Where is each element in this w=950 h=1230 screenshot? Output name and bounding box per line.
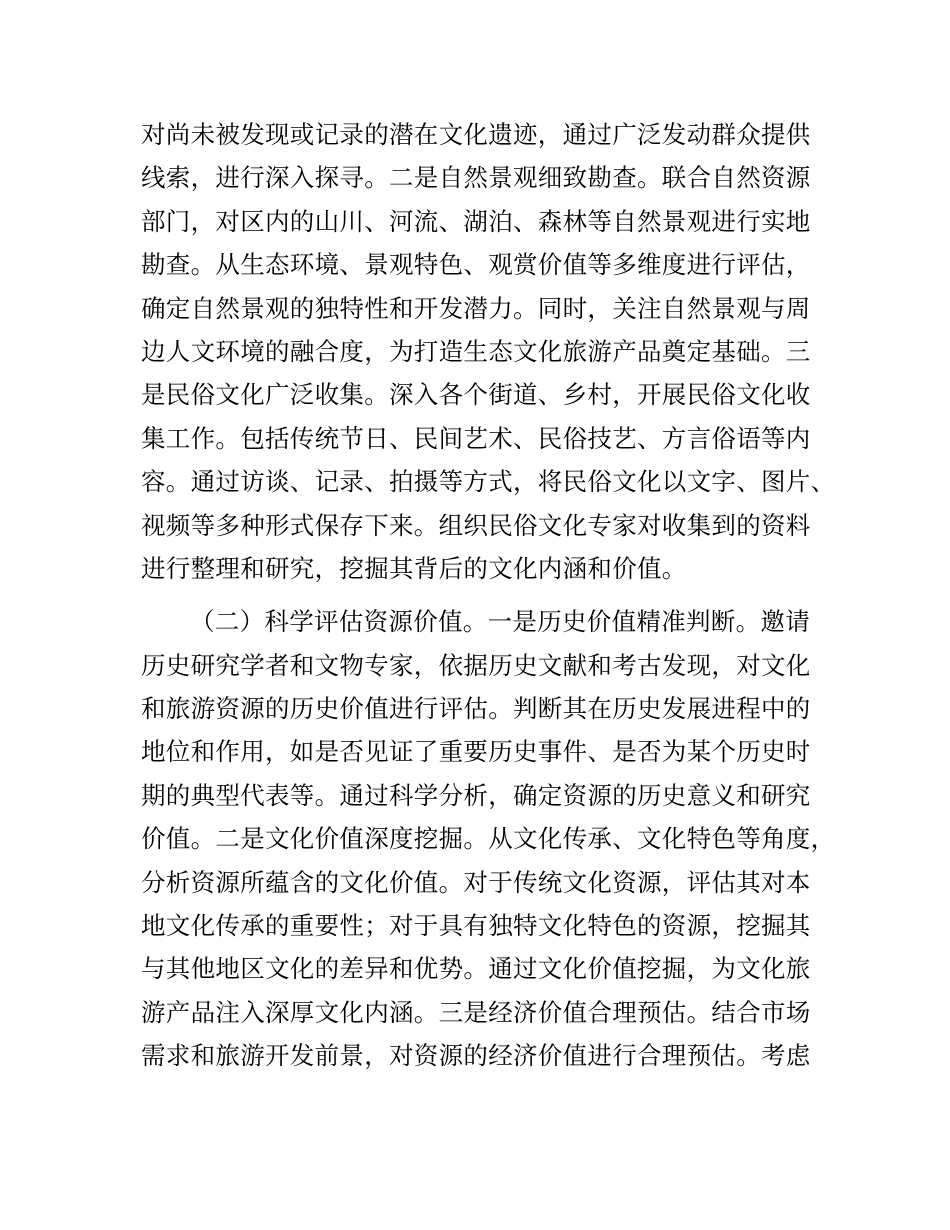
- text-line: 勘查。从生态环境、景观特色、观赏价值等多维度进行评估，: [141, 250, 811, 280]
- text-line: 边人文环境的融合度，为打造生态文化旅游产品奠定基础。三: [141, 336, 811, 366]
- text-line: 地文化传承的重要性；对于具有独特文化特色的资源，挖掘其: [141, 911, 811, 941]
- text-line: 是民俗文化广泛收集。深入各个街道、乡村，开展民俗文化收: [141, 380, 811, 410]
- body-text: [141, 113, 841, 1078]
- text-line: 历史研究学者和文物专家，依据历史文献和考古发现，对文化: [141, 650, 811, 680]
- text-line: 进行整理和研究，挖掘其背后的文化内涵和价值。: [141, 553, 687, 583]
- text-line: 部门，对区内的山川、河流、湖泊、森林等自然景观进行实地: [141, 206, 811, 236]
- text-line: 需求和旅游开发前景，对资源的经济价值进行合理预估。考虑: [141, 1041, 811, 1071]
- text-line: 期的典型代表等。通过科学分析，确定资源的历史意义和研究: [141, 780, 811, 810]
- text-line: 确定自然景观的独特性和开发潜力。同时，关注自然景观与周: [141, 293, 811, 323]
- text-line: 对尚未被发现或记录的潜在文化遗迹，通过广泛发动群众提供: [141, 120, 811, 149]
- text-line: 价值。二是文化价值深度挖掘。从文化传承、文化特色等角度，: [141, 824, 836, 854]
- text-line: 容。通过访谈、记录、拍摄等方式，将民俗文化以文字、图片、: [141, 467, 836, 497]
- text-line: 集工作。包括传统节日、民间艺术、民俗技艺、方言俗语等内: [141, 423, 811, 453]
- text-line: 地位和作用，如是否见证了重要历史事件、是否为某个历史时: [141, 737, 811, 767]
- paragraph-continuation: [141, 113, 841, 590]
- text-line: 和旅游资源的历史价值进行评估。判断其在历史发展进程中的: [141, 694, 811, 724]
- text-line: 游产品注入深厚文化内涵。三是经济价值合理预估。结合市场: [141, 997, 811, 1027]
- section-heading-line: （二）科学评估资源价值。一是历史价值精准判断。邀请: [190, 607, 810, 637]
- paragraph-spacer: [141, 590, 841, 600]
- paragraph-section-2: [141, 600, 841, 1077]
- text-line: 线索，进行深入探寻。二是自然景观细致勘查。联合自然资源: [141, 163, 811, 193]
- text-line: 与其他地区文化的差异和优势。通过文化价值挖掘，为文化旅: [141, 954, 811, 984]
- text-line: 分析资源所蕴含的文化价值。对于传统文化资源，评估其对本: [141, 867, 811, 897]
- text-line: 视频等多种形式保存下来。组织民俗文化专家对收集到的资料: [141, 510, 811, 540]
